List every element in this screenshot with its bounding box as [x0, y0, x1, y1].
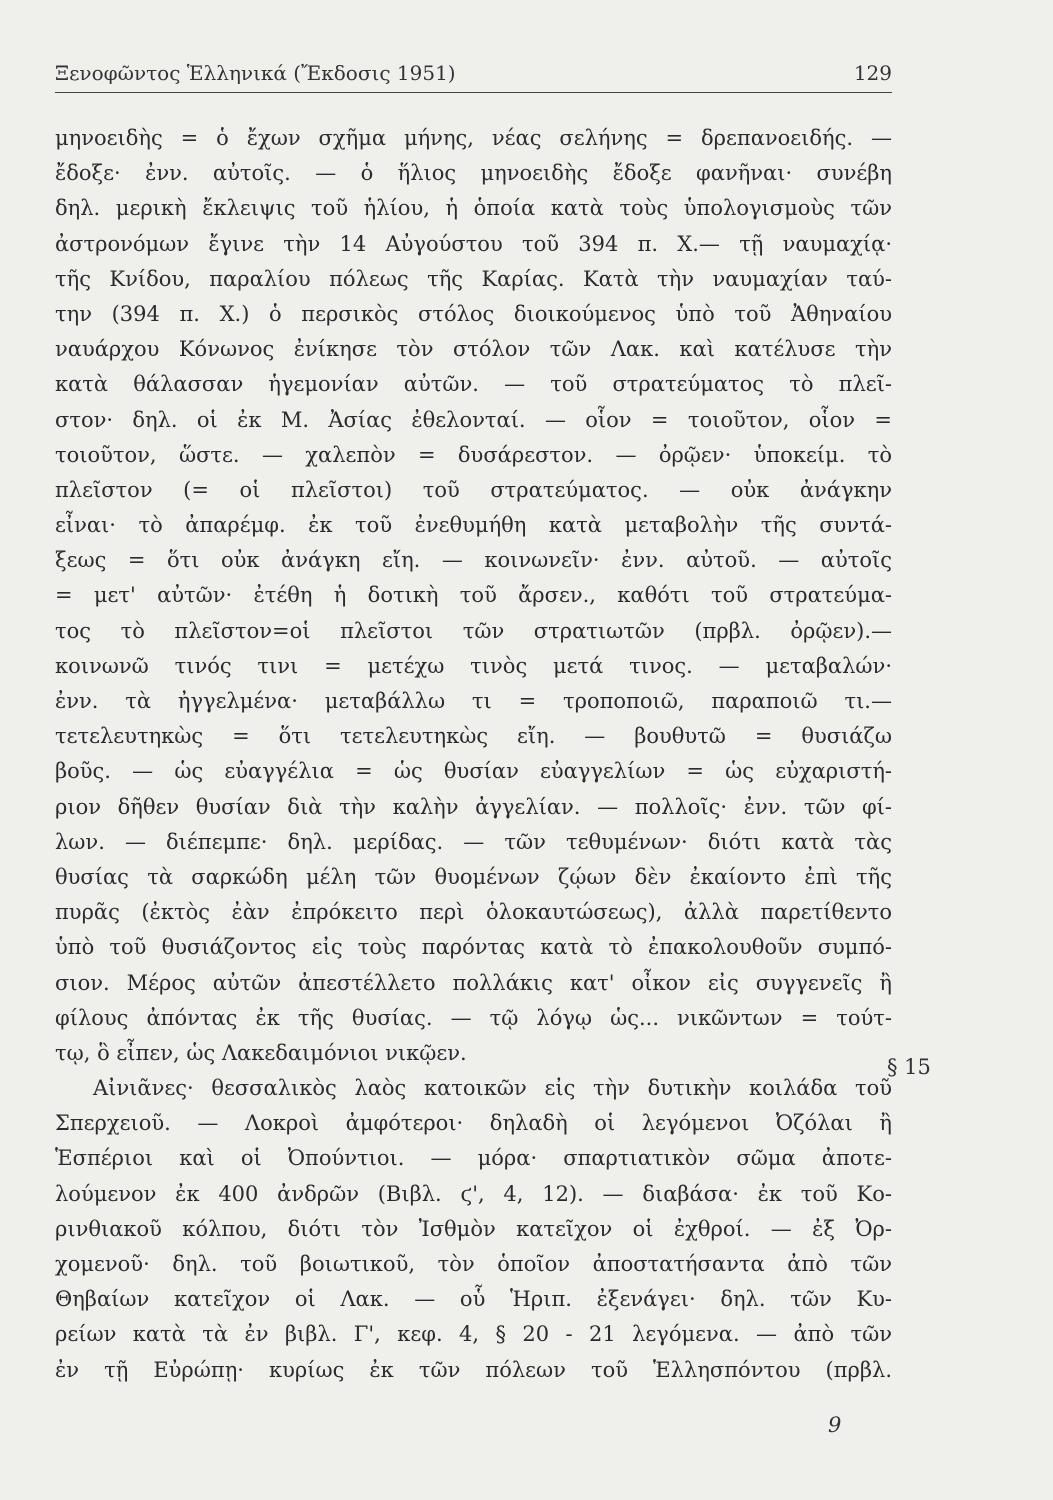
text-line: ἔδοξε· ἐνν. αὐτοῖς. — ὁ ἥλιος μηνοειδὴς ἔδοξε φανῆναι· συνέβη [55, 161, 892, 186]
text-line: τος τὸ πλεῖστον=οἱ πλεῖστοι τῶν στρατιωτῶν (πρβλ. ὀρῷεν).— [55, 618, 892, 643]
text-line: ριον δῆθεν θυσίαν διὰ τὴν καλὴν ἀγγελίαν. — πολλοῖς· ἐνν. τῶν φί- [55, 794, 892, 819]
text-line: κατὰ θάλασσαν ἡγεμονίαν αὐτῶν. — τοῦ στρατεύματος τὸ πλεῖ- [55, 372, 892, 397]
signature-mark: 9 [828, 1413, 842, 1437]
text-line: λούμενον ἐκ 400 ἀνδρῶν (Βιβλ. ϛ', 4, 12). — διαβάσα· ἐκ τοῦ Κο- [55, 1181, 892, 1206]
text-line: κοινωνῶ τινός τινι = μετέχω τινὸς μετά τινος. — μεταβαλών· [55, 653, 892, 678]
text-line: Σπερχειοῦ. — Λοκροὶ ἀμφότεροι· δηλαδὴ οἱ λεγόμενοι Ὀζόλαι ἢ [55, 1111, 892, 1136]
text-line: τῆς Κνίδου, παραλίου πόλεως τῆς Καρίας. Κατὰ τὴν ναυμαχίαν ταύ- [55, 266, 892, 291]
text-line: πλεῖστον (= οἱ πλεῖστοι) τοῦ στρατεύματος. — οὐκ ἀνάγκην [55, 477, 892, 502]
text-line: ρείων κατὰ τὰ ἐν βιβλ. Γ', κεφ. 4, § 20 - 21 λεγόμενα. — ἀπὸ τῶν [55, 1322, 892, 1347]
text-line: την (394 π. Χ.) ὁ περσικὸς στόλος διοικούμενος ὑπὸ τοῦ Ἀθηναίου [55, 301, 892, 326]
text-line: χομενοῦ· δηλ. τοῦ βοιωτικοῦ, τὸν ὁποῖον ἀποστατήσαντα ἀπὸ τῶν [55, 1252, 892, 1276]
text-line: Θηβαίων κατεῖχον οἱ Λακ. — οὗ Ἡριπ. ἐξενάγει· δηλ. τῶν Κυ- [55, 1287, 892, 1312]
text-line: Αἰνιᾶνες· θεσσαλικὸς λαὸς κατοικῶν εἰς τὴν δυτικὴν κοιλάδα τοῦ [93, 1076, 892, 1101]
text-line: μηνοειδὴς = ὁ ἔχων σχῆμα μήνης, νέας σελήνης = δρεπανοειδής. — [55, 126, 892, 150]
section-marker: § 15 [887, 1055, 931, 1079]
text-line: = μετ' αὐτῶν· ἐτέθη ἡ δοτικὴ τοῦ ἄρσεν., καθότι τοῦ στρατεύμα- [55, 583, 892, 608]
text-line: λων. — διέπεμπε· δηλ. μερίδας. — τῶν τεθυμένων· διότι κατὰ τὰς [55, 829, 892, 854]
text-line: ἀστρονόμων ἔγινε τὴν 14 Αὐγούστου τοῦ 394 π. Χ.— τῇ ναυμαχίᾳ· [55, 231, 892, 256]
text-line: εἶναι· τὸ ἀπαρέμφ. ἐκ τοῦ ἐνεθυμήθη κατὰ μεταβολὴν τῆς συντά- [55, 513, 892, 538]
text-line: ξεως = ὅτι οὐκ ἀνάγκη εἴη. — κοινωνεῖν· ἐνν. αὐτοῦ. — αὐτοῖς [55, 548, 892, 573]
running-title: Ξενοφῶντος Ἑλληνικά (Ἔκδοσις 1951) [55, 61, 456, 85]
text-line: δηλ. μερικὴ ἔκλειψις τοῦ ἡλίου, ἡ ὁποία κατὰ τοὺς ὑπολογισμοὺς τῶν [55, 196, 892, 221]
text-line: θυσίας τὰ σαρκώδη μέλη τῶν θυομένων ζῴων δὲν ἐκαίοντο ἐπὶ τῆς [55, 864, 892, 889]
text-line: φίλους ἀπόντας ἐκ τῆς θυσίας. — τῷ λόγῳ ὡς... νικῶντων = τούτ- [55, 1005, 892, 1030]
header-rule [55, 92, 892, 93]
text-line: βοῦς. — ὡς εὐαγγέλια = ὡς θυσίαν εὐαγγελίων = ὡς εὐχαριστή- [55, 759, 892, 784]
text-line: ὑπὸ τοῦ θυσιάζοντος εἰς τοὺς παρόντας κατὰ τὸ ἐπακολουθοῦν συμπό- [55, 935, 892, 960]
text-line: στον· δηλ. οἱ ἐκ Μ. Ἀσίας ἐθελονταί. — οἷον = τοιοῦτον, οἷον = [55, 407, 892, 432]
text-line: σιον. Μέρος αὐτῶν ἀπεστέλλετο πολλάκις κατ' οἶκον εἰς συγγενεῖς ἢ [55, 970, 892, 995]
text-line: τετελευτηκὼς = ὅτι τετελευτηκὼς εἴη. — βουθυτῶ = θυσιάζω [55, 724, 892, 749]
text-line: πυρᾶς (ἐκτὸς ἐὰν ἐπρόκειτο περὶ ὁλοκαυτώσεως), ἀλλὰ παρετίθεντο [55, 900, 892, 925]
text-line: ρινθιακοῦ κόλπου, διότι τὸν Ἰσθμὸν κατεῖχον οἱ ἐχθροί. — ἐξ Ὀρ- [55, 1216, 892, 1241]
body-text [55, 121, 892, 1388]
page-number: 129 [853, 61, 892, 85]
text-line: ναυάρχου Κόνωνος ἐνίκησε τὸν στόλον τῶν Λακ. καὶ κατέλυσε τὴν [55, 337, 892, 362]
running-head [55, 58, 892, 88]
text-line: τοιοῦτον, ὥστε. — χαλεπὸν = δυσάρεστον. — ὀρῷεν· ὑποκείμ. τὸ [55, 442, 892, 467]
text-line: ἐνν. τὰ ἠγγελμένα· μεταβάλλω τι = τροποποιῶ, παραποιῶ τι.— [55, 689, 892, 713]
text-line: Ἑσπέριοι καὶ οἱ Ὀπούντιοι. — μόρα· σπαρτιατικὸν σῶμα ἀποτε- [55, 1146, 892, 1171]
text-line: τῳ, ὃ εἶπεν, ὡς Λακεδαιμόνιοι νικῷεν. [55, 1040, 467, 1065]
text-line: ἐν τῇ Εὐρώπῃ· κυρίως ἐκ τῶν πόλεων τοῦ Ἑλλησπόντου (πρβλ. [55, 1357, 892, 1382]
